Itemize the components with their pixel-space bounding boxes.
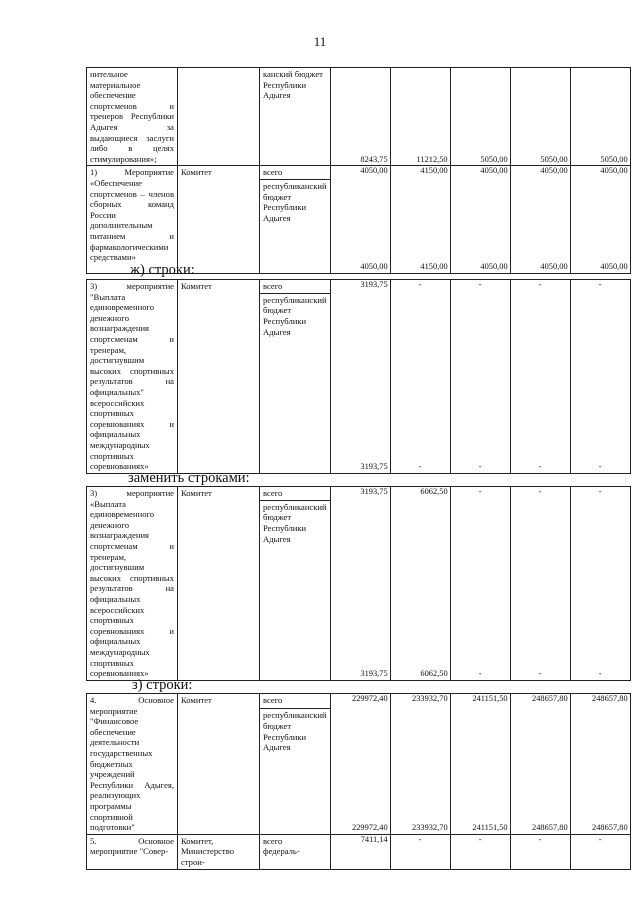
table-row bbox=[87, 68, 631, 166]
value-cell: - bbox=[390, 834, 450, 869]
value-cell: 241151,50 bbox=[450, 694, 510, 709]
measure-description: 5. Основное мероприятие "Совер- bbox=[87, 834, 178, 869]
program-table-block-2 bbox=[86, 279, 631, 474]
funding-source: республиканский бюджет Республики Адыгея bbox=[260, 293, 331, 473]
value-cell: 248657,80 bbox=[510, 694, 570, 709]
value-cell: 7411,14 bbox=[330, 834, 390, 869]
value-cell: - bbox=[390, 280, 450, 294]
table-row bbox=[87, 280, 631, 294]
value-cell: - bbox=[510, 280, 570, 294]
executor-cell: Комитет, Министерство строи- bbox=[178, 834, 260, 869]
value-cell: 4050,00 bbox=[450, 166, 510, 180]
funding-total-label: всего bbox=[260, 166, 331, 180]
executor-cell bbox=[178, 68, 260, 166]
section-heading: ж) строки: bbox=[130, 262, 195, 278]
program-table-block-1 bbox=[86, 67, 631, 274]
section-heading: заменить строками: bbox=[128, 470, 250, 486]
measure-description: нительное материальное обеспечение спортсменов и тренеров Республики Адыгея за выдающиеся заслуги либо в целях стимулирования»; bbox=[87, 68, 178, 166]
funding-source: республиканский бюджет Республики Адыгея bbox=[260, 709, 331, 834]
funding-source: республиканский бюджет Республики Адыгея bbox=[260, 179, 331, 273]
program-table-block-3 bbox=[86, 486, 631, 681]
value-cell: - bbox=[390, 293, 450, 473]
value-cell: 4050,00 bbox=[570, 166, 630, 180]
page-number: 11 bbox=[313, 34, 327, 49]
table-row bbox=[87, 166, 631, 180]
table-row bbox=[87, 834, 631, 869]
value-cell: 8243,75 bbox=[330, 68, 390, 166]
measure-description: 4. Основное мероприятие "Финансовое обеспечение деятельности государственных бюджетных учреждений Республики Адыгея, реализующих программы спортивной подготовки" bbox=[87, 694, 178, 835]
executor-cell: Комитет bbox=[178, 280, 260, 474]
value-cell: 5050,00 bbox=[450, 68, 510, 166]
value-cell: 4050,00 bbox=[450, 179, 510, 273]
value-cell: 4150,00 bbox=[390, 166, 450, 180]
value-cell: 3193,75 bbox=[330, 487, 390, 501]
value-cell: - bbox=[510, 834, 570, 869]
measure-description: 3) мероприятие "Выплата единовременного денежного вознаграждения спортсменам и тренерам, достигнувшим высоких спортивных результатов на официальных" всероссийских спортивных соревнованиях и официальных международных спортивных соревнованиях» bbox=[87, 280, 178, 474]
value-cell: - bbox=[570, 834, 630, 869]
value-cell: - bbox=[450, 487, 510, 501]
program-table-block-4 bbox=[86, 693, 631, 870]
value-cell: 229972,40 bbox=[330, 709, 390, 834]
value-cell: 5050,00 bbox=[570, 68, 630, 166]
value-cell: 248657,80 bbox=[570, 709, 630, 834]
funding-source bbox=[260, 834, 331, 869]
funding-total-label: всего bbox=[260, 487, 331, 501]
value-cell: - bbox=[450, 500, 510, 680]
value-cell: 4050,00 bbox=[510, 179, 570, 273]
value-cell: - bbox=[570, 280, 630, 294]
value-cell: 233932,70 bbox=[390, 694, 450, 709]
funding-total-label: всего bbox=[263, 835, 283, 846]
value-cell: - bbox=[570, 293, 630, 473]
value-cell: - bbox=[510, 293, 570, 473]
funding-total-label: всего bbox=[260, 280, 331, 294]
value-cell: 4150,00 bbox=[390, 179, 450, 273]
funding-source: республиканский бюджет Республики Адыгея bbox=[260, 500, 331, 680]
value-cell: 3193,75 bbox=[330, 293, 390, 473]
executor-cell: Комитет bbox=[178, 166, 260, 274]
value-cell: 6062,50 bbox=[390, 487, 450, 501]
section-heading: з) строки: bbox=[132, 677, 193, 693]
value-cell: 241151,50 bbox=[450, 709, 510, 834]
value-cell: - bbox=[570, 487, 630, 501]
value-cell: 11212,50 bbox=[390, 68, 450, 166]
value-cell: - bbox=[570, 500, 630, 680]
value-cell: 233932,70 bbox=[390, 709, 450, 834]
value-cell: 4050,00 bbox=[510, 166, 570, 180]
value-cell: 229972,40 bbox=[330, 694, 390, 709]
value-cell: 4050,00 bbox=[330, 179, 390, 273]
value-cell: - bbox=[510, 487, 570, 501]
executor-cell: Комитет bbox=[178, 694, 260, 835]
value-cell: - bbox=[450, 280, 510, 294]
value-cell: 248657,80 bbox=[570, 694, 630, 709]
value-cell: 4050,00 bbox=[570, 179, 630, 273]
funding-source: канский бюджет Республики Адыгея bbox=[260, 68, 331, 166]
measure-description: 1) Мероприятие «Обеспечение спортсменов – членов сборных команд России дополнительным питанием и фармакологическими средствами» bbox=[87, 166, 178, 274]
funding-total-label: всего bbox=[260, 694, 331, 709]
table-row bbox=[87, 694, 631, 709]
executor-cell: Комитет bbox=[178, 487, 260, 681]
value-cell: 4050,00 bbox=[330, 166, 390, 180]
value-cell: 248657,80 bbox=[510, 709, 570, 834]
value-cell: - bbox=[510, 500, 570, 680]
table-row bbox=[87, 487, 631, 501]
funding-source-text: федераль- bbox=[263, 846, 300, 857]
measure-description: 3) мероприятие «Выплата единовременного денежного вознаграждения спортсменам и тренерам, достигнувшим высоких спортивных результатов на официальных всероссийских спортивных соревнованиях и официальных международных спортивных соревнованиях» bbox=[87, 487, 178, 681]
value-cell: - bbox=[450, 834, 510, 869]
value-cell: 5050,00 bbox=[510, 68, 570, 166]
value-cell: 3193,75 bbox=[330, 280, 390, 294]
value-cell: 3193,75 bbox=[330, 500, 390, 680]
value-cell: 6062,50 bbox=[390, 500, 450, 680]
value-cell: - bbox=[450, 293, 510, 473]
